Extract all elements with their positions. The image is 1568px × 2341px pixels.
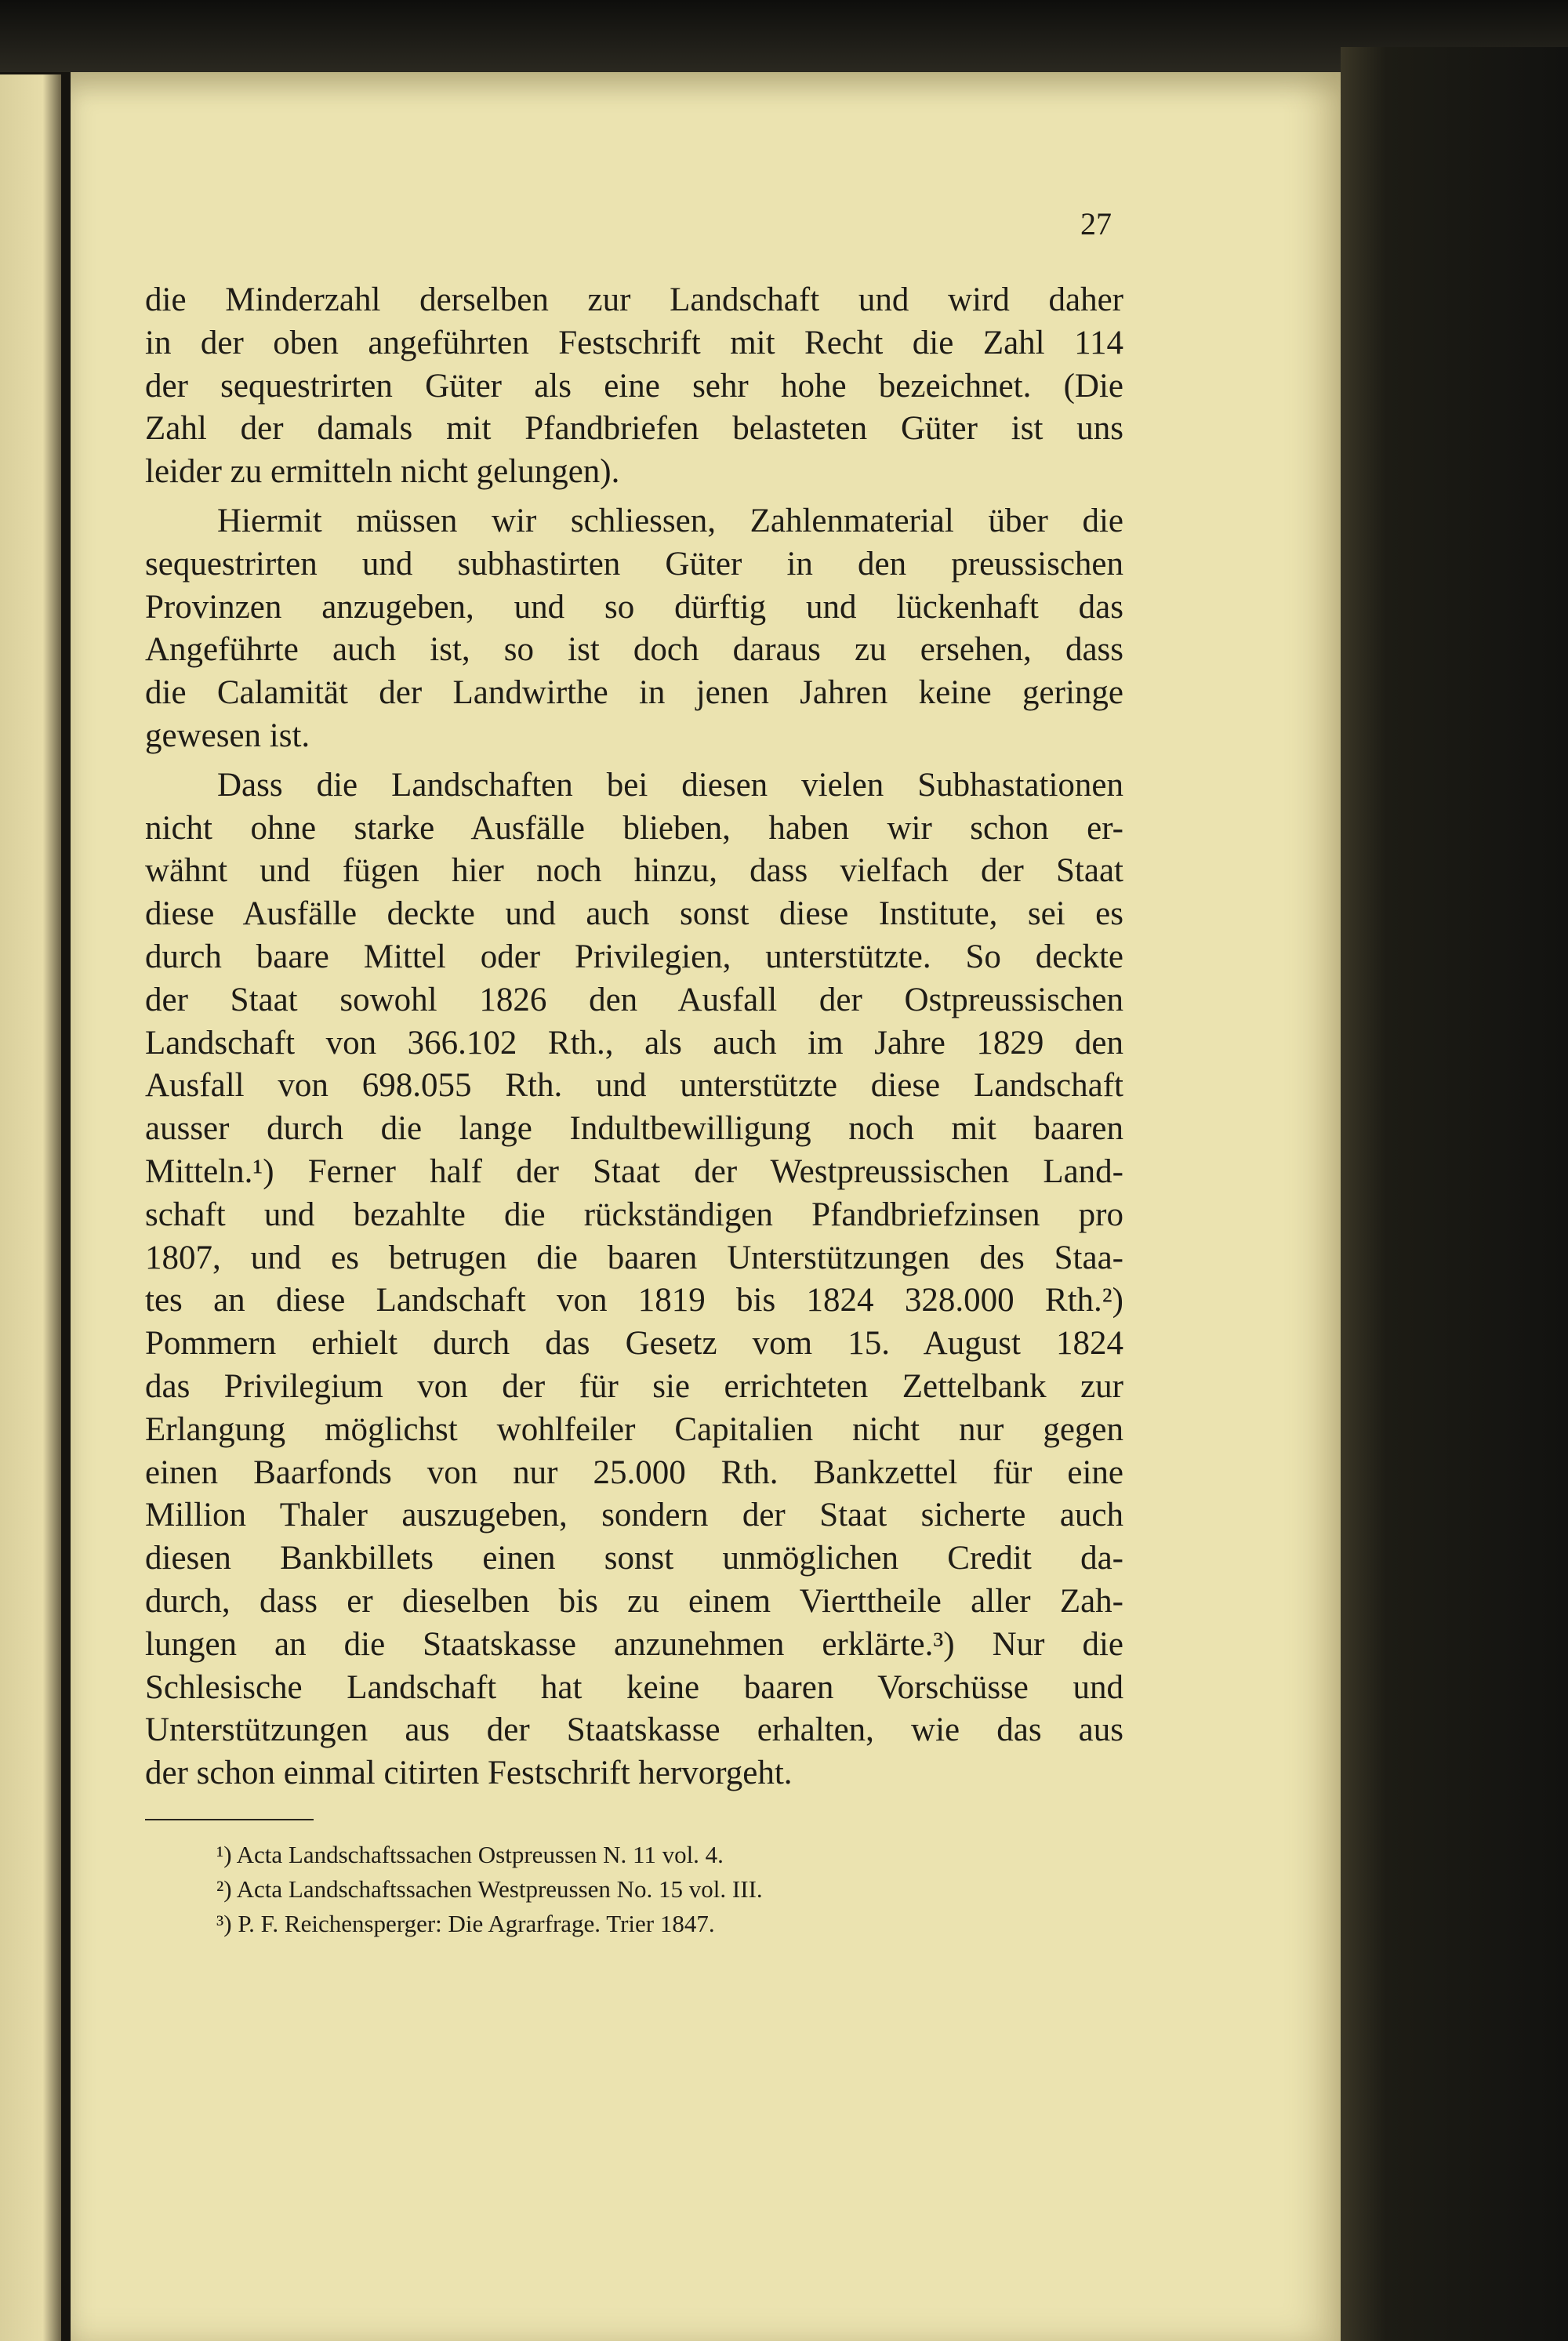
footnote-separator [145, 1819, 314, 1820]
text-line: einen Baarfonds von nur 25.000 Rth. Bankzettel für eine [145, 1454, 1123, 1491]
text-line: Dass die Landschaften bei diesen vielen Subhastationen [217, 766, 1123, 804]
text-line: wähnt und fügen hier noch hinzu, dass vielfach der Staat [145, 852, 1123, 890]
text-line: Zahl der damals mit Pfandbriefen belasteten Güter ist uns [145, 410, 1123, 448]
text-line: gewesen ist. [145, 717, 310, 754]
text-line: die Calamität der Landwirthe in jenen Jahren keine geringe [145, 674, 1123, 712]
body-text [145, 279, 1123, 1802]
footnote-2: ²) Acta Landschaftssachen Westpreussen No. 15 vol. III. [216, 1875, 763, 1903]
text-line: der sequestrirten Güter als eine sehr hohe bezeichnet. (Die [145, 367, 1123, 405]
text-line: 1807, und es betrugen die baaren Unterstützungen des Staa- [145, 1239, 1123, 1276]
text-line: das Privilegium von der für sie errichteten Zettelbank zur [145, 1367, 1123, 1405]
text-line: Erlangung möglichst wohlfeiler Capitalien nicht nur gegen [145, 1410, 1123, 1448]
text-line: leider zu ermitteln nicht gelungen). [145, 453, 620, 491]
text-line: der Staat sowohl 1826 den Ausfall der Ostpreussischen [145, 981, 1123, 1018]
text-line: in der oben angeführten Festschrift mit Recht die Zahl 114 [145, 324, 1123, 361]
text-line: durch, dass er dieselben bis zu einem Vierttheile aller Zah- [145, 1582, 1123, 1620]
text-line: Ausfall von 698.055 Rth. und unterstützte diese Landschaft [145, 1067, 1123, 1105]
footnotes [216, 1838, 763, 1941]
text-line: sequestrirten und subhastirten Güter in den preussischen [145, 545, 1123, 583]
text-line: diese Ausfälle deckte und auch sonst diese Institute, sei es [145, 895, 1123, 933]
text-line: Provinzen anzugeben, und so dürftig und lückenhaft das [145, 588, 1123, 626]
footnote-3: ³) P. F. Reichensperger: Die Agrarfrage. Trier 1847. [216, 1910, 715, 1937]
text-line: tes an diese Landschaft von 1819 bis 1824 328.000 Rth.²) [145, 1282, 1123, 1319]
text-line: durch baare Mittel oder Privilegien, unterstützte. So deckte [145, 938, 1123, 975]
text-line: der schon einmal citirten Festschrift hervorgeht. [145, 1755, 793, 1792]
text-line: nicht ohne starke Ausfälle blieben, haben wir schon er- [145, 809, 1123, 847]
text-line: Million Thaler auszugeben, sondern der Staat sicherte auch [145, 1497, 1123, 1534]
previous-page-edge [0, 74, 61, 2341]
text-line: die Minderzahl derselben zur Landschaft und wird daher [145, 281, 1123, 318]
text-line: schaft und bezahlte die rückständigen Pfandbriefzinsen pro [145, 1196, 1123, 1233]
paragraph [145, 764, 1123, 1795]
paragraph [145, 500, 1123, 758]
paragraph [145, 279, 1123, 494]
text-line: Unterstützungen aus der Staatskasse erhalten, wie das aus [145, 1711, 1123, 1749]
text-line: lungen an die Staatskasse anzunehmen erklärte.³) Nur die [145, 1625, 1123, 1663]
footnote-1: ¹) Acta Landschaftssachen Ostpreussen N. 11 vol. 4. [216, 1841, 724, 1868]
text-line: Schlesische Landschaft hat keine baaren Vorschüsse und [145, 1668, 1123, 1706]
text-line: Hiermit müssen wir schliessen, Zahlenmaterial über die [217, 502, 1123, 539]
book-binding [1341, 47, 1568, 2341]
text-line: Angeführte auch ist, so ist doch daraus zu ersehen, dass [145, 631, 1123, 669]
text-line: Landschaft von 366.102 Rth., als auch im Jahre 1829 den [145, 1024, 1123, 1062]
text-line: ausser durch die lange Indultbewilligung noch mit baaren [145, 1110, 1123, 1148]
text-line: diesen Bankbillets einen sonst unmöglichen Credit da- [145, 1540, 1123, 1577]
scan-top-edge [0, 0, 1568, 72]
page-number: 27 [1080, 206, 1112, 241]
text-line: Pommern erhielt durch das Gesetz vom 15. August 1824 [145, 1325, 1123, 1363]
text-line: Mitteln.¹) Ferner half der Staat der Westpreussischen Land- [145, 1152, 1123, 1190]
